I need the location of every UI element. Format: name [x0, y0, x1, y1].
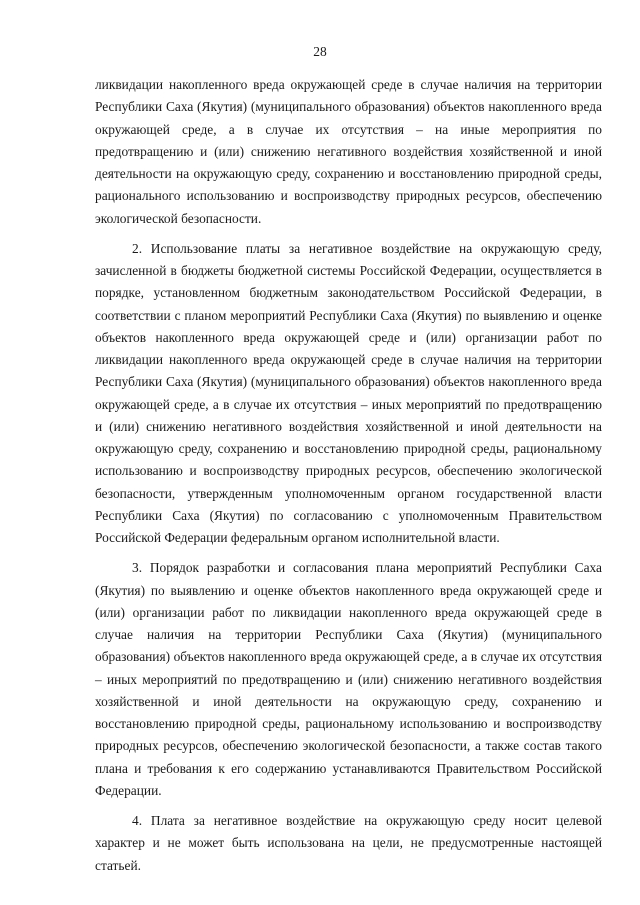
paragraph-item-3: 3. Порядок разработки и согласования плана мероприятий Республики Саха (Якутия) по выявлению и оценке объектов накопленного вреда окружающей среде и (или) организации работ по ликвидации накопленного вреда окружающей среде в случае наличия на территории Республики Саха (Якутия) (муниципального образования) объектов накопленного вреда окружающей среде, а в случае их отсутствия – иных мероприятий по предотвращению и (или) снижению негативного воздействия хозяйственной и иной деятельности на окружающую среду, сохранению и восстановлению природной среды, рациональному использованию и воспроизводству природных ресурсов, обеспечению экологической безопасности, а также состав такого плана и требования к его содержанию устанавливаются Правительством Российской Федерации.	[95, 560, 602, 798]
paragraph-continuation: ликвидации накопленного вреда окружающей среде в случае наличия на территории Республики Саха (Якутия) (муниципального образования) объектов накопленного вреда окружающей среде, а в случае их отсутствия – на иные мероприятия по предотвращению и (или) снижению негативного воздействия хозяйственной и иной деятельности на окружающую среду, сохранению и восстановлению природной среды, рационального использованию и воспроизводству природных ресурсов, обеспечению экологической безопасности.	[95, 77, 602, 226]
paragraph-item-4: 4. Плата за негативное воздействие на окружающую среду носит целевой характер и не может быть использована на цели, не предусмотренные настоящей статьей.	[95, 813, 602, 873]
paragraph-item-2: 2. Использование платы за негативное воздействие на окружающую среду, зачисленной в бюджеты бюджетной системы Российской Федерации, осуществляется в порядке, установленном бюджетным законодательством Российской Федерации, в соответствии с планом мероприятий Республики Саха (Якутия) по выявлению и оценке объектов накопленного вреда окружающей среде и (или) организации работ по ликвидации накопленного вреда окружающей среде в случае наличия на территории Республики Саха (Якутия) (муниципального образования) объектов накопленного вреда окружающей среде, а в случае их отсутствия – иных мероприятий по предотвращению и (или) снижению негативного воздействия хозяйственной и иной деятельности на окружающую среду, сохранению и восстановлению природной среды, рациональному использованию и воспроизводству природных ресурсов, обеспечению экологической безопасности, утвержденным уполномоченным органом государственной власти Республики Саха (Якутия) по согласованию с уполномоченным Правительством Российской Федерации федеральным органом исполнительной власти.	[95, 240, 602, 545]
document-body	[95, 74, 602, 885]
page-number: 28	[313, 44, 327, 59]
